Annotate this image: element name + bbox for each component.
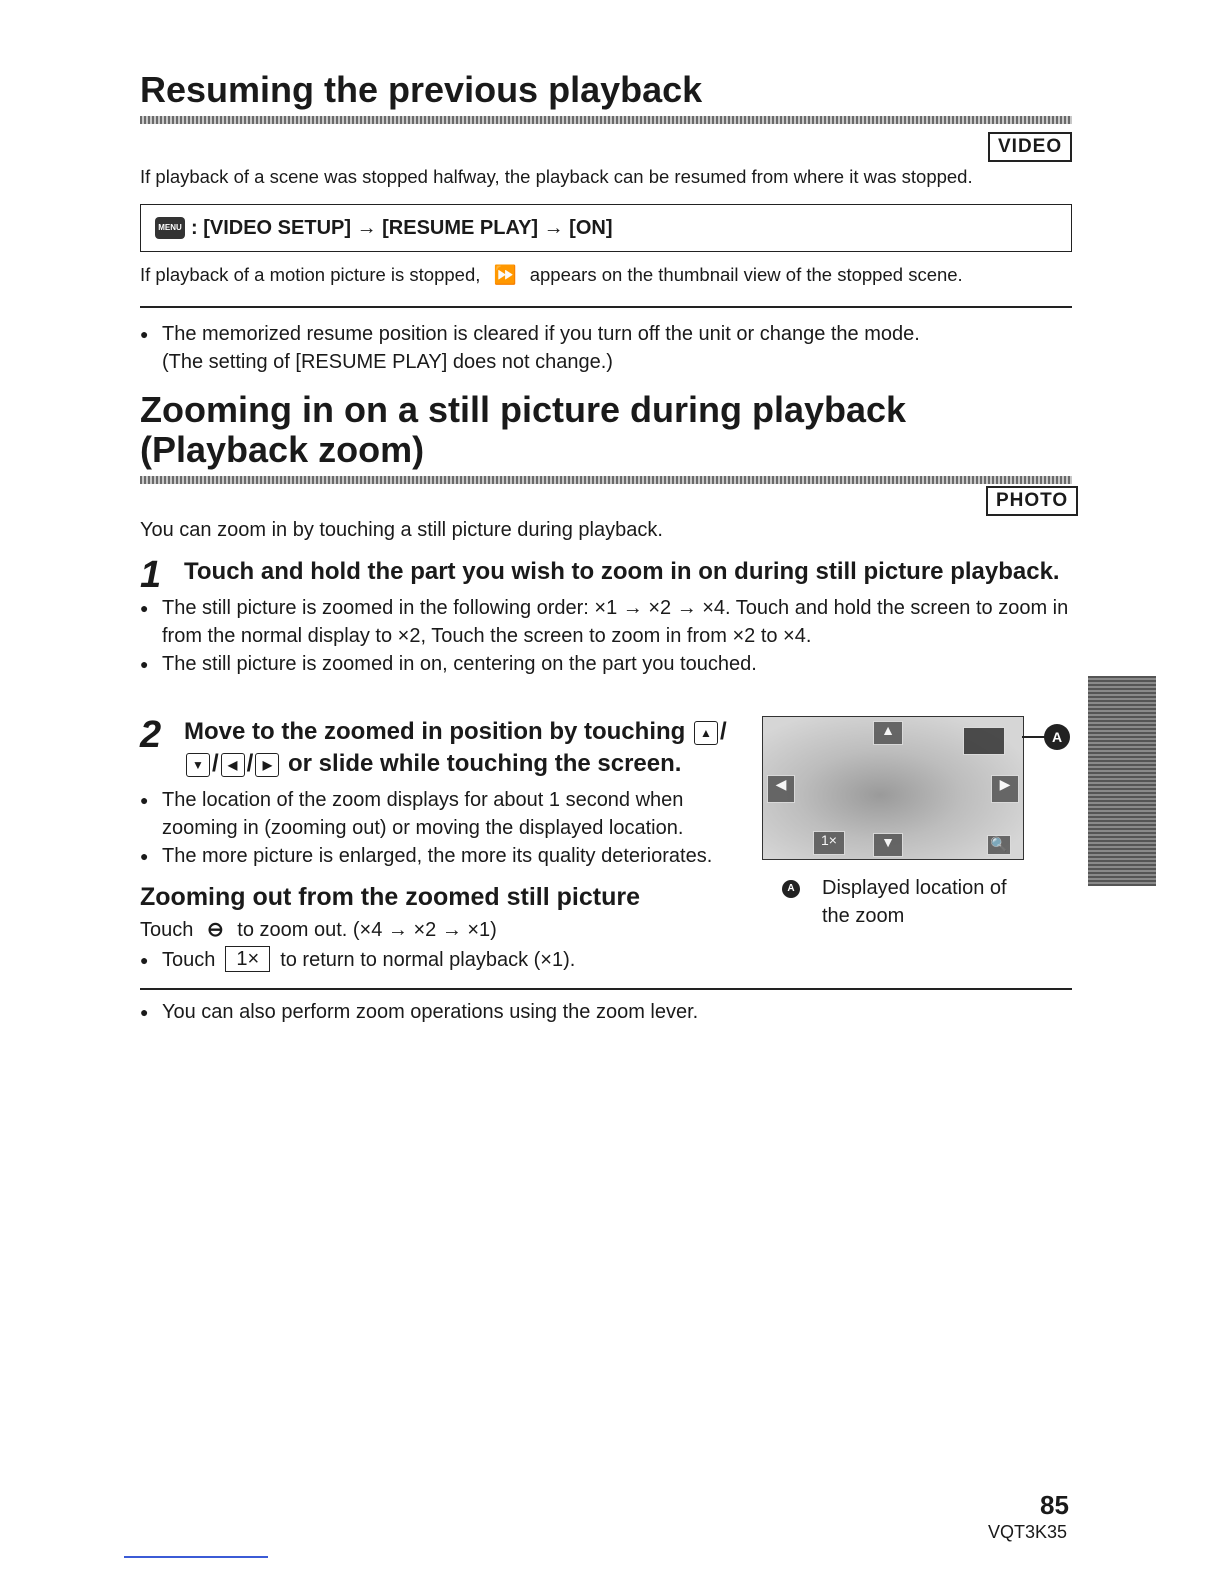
resume-intro: If playback of a scene was stopped halfway, the playback can be resumed from where it was stopped. bbox=[140, 166, 973, 187]
divider bbox=[140, 306, 1072, 308]
menu-path-box bbox=[140, 204, 1072, 252]
callout-marker: A bbox=[1044, 724, 1070, 750]
footer-link-line bbox=[124, 1556, 268, 1558]
down-arrow-icon: ▼ bbox=[186, 753, 210, 777]
zoom-out-line bbox=[140, 916, 497, 944]
bullet-dot: ● bbox=[140, 326, 149, 342]
photo-badge: PHOTO bbox=[986, 486, 1078, 516]
chapter-side-tab bbox=[1088, 676, 1156, 886]
bullet-dot: ● bbox=[140, 656, 149, 672]
bullet-dot: ● bbox=[140, 792, 149, 808]
bullet-text: The location of the zoom displays for about 1 second when zooming in (zooming out) or moving the displayed location. bbox=[162, 789, 684, 839]
bullet-dot: ● bbox=[140, 952, 149, 968]
up-arrow-icon: ▲ bbox=[694, 721, 718, 745]
final-bullet bbox=[140, 998, 698, 1026]
resume-icon: ⏩ bbox=[493, 264, 517, 285]
bullet-dot: ● bbox=[140, 600, 149, 616]
step-2-bullets bbox=[140, 786, 758, 870]
step-1 bbox=[140, 556, 1080, 594]
zoom-screen-illustration bbox=[762, 716, 1024, 860]
bullet-text: The memorized resume position is cleared if you turn off the unit or change the mode. bbox=[162, 323, 920, 345]
title-rule bbox=[140, 476, 1072, 484]
final-bullet-text: You can also perform zoom operations using the zoom lever. bbox=[162, 1001, 699, 1023]
bullet-text-cont: (The setting of [RESUME PLAY] does not change.) bbox=[162, 351, 613, 373]
bullet-dot: ● bbox=[140, 848, 149, 864]
zoom-out-heading: Zooming out from the zoomed still picture bbox=[140, 883, 640, 911]
title-rule bbox=[140, 116, 1072, 124]
menu-path-text: : [VIDEO SETUP] → [RESUME PLAY] → [ON] bbox=[191, 216, 613, 239]
one-x-button: 1× bbox=[813, 831, 845, 855]
section-title-resume: Resuming the previous playback bbox=[140, 69, 703, 110]
resume-bullet bbox=[140, 320, 1080, 376]
zoom-out-text: to zoom out. (×4 → ×2 → ×1) bbox=[237, 919, 497, 941]
step-2 bbox=[140, 716, 760, 780]
callout-marker-legend: A bbox=[782, 880, 800, 898]
resume-note-after: appears on the thumbnail view of the stopped scene. bbox=[529, 264, 963, 285]
doc-code: VQT3K35 bbox=[988, 1522, 1068, 1542]
down-arrow-icon: ▼ bbox=[873, 833, 903, 857]
zoom-out-bullet bbox=[140, 946, 575, 974]
callout-text-line2: the zoom bbox=[822, 905, 905, 927]
touch-text: Touch bbox=[162, 949, 216, 971]
zoom-intro: You can zoom in by touching a still picture during playback. bbox=[140, 519, 663, 541]
step-number: 2 bbox=[140, 714, 162, 756]
page-number: 85 bbox=[1040, 1490, 1069, 1520]
video-badge: VIDEO bbox=[988, 132, 1072, 162]
bullet-dot: ● bbox=[140, 1004, 149, 1020]
divider bbox=[140, 988, 1072, 990]
left-arrow-icon: ◀ bbox=[767, 775, 795, 803]
bullet-text: The still picture is zoomed in the following order: ×1 → ×2 → ×4. Touch and hold the screen to zoom in from the normal display to ×2, Touch the screen to zoom in from ×2 to ×4. bbox=[162, 597, 1069, 647]
return-text: to return to normal playback (×1). bbox=[280, 949, 576, 971]
callout-text-line1: Displayed location of bbox=[822, 877, 1007, 899]
up-arrow-icon: ▲ bbox=[873, 721, 903, 745]
zoom-out-icon: ⊖ bbox=[206, 919, 224, 941]
callout-text bbox=[822, 874, 1007, 930]
section-title-zoom-2: (Playback zoom) bbox=[140, 429, 425, 470]
step-number: 1 bbox=[140, 554, 162, 596]
left-arrow-icon: ◀ bbox=[221, 753, 245, 777]
step-2-text-a: Move to the zoomed in position by touching bbox=[184, 718, 686, 745]
bullet-text: The more picture is enlarged, the more its quality deteriorates. bbox=[162, 845, 713, 867]
zoom-out-touch: Touch bbox=[140, 919, 194, 941]
section-title-zoom-1: Zooming in on a still picture during playback bbox=[140, 389, 907, 430]
zoom-out-icon: 🔍 bbox=[987, 835, 1011, 855]
step-text: Touch and hold the part you wish to zoom in on during still picture playback. bbox=[184, 558, 1060, 585]
one-x-key: 1× bbox=[225, 946, 270, 972]
zoom-location-indicator bbox=[963, 727, 1005, 755]
step-1-bullets bbox=[140, 594, 1080, 678]
step-2-text-b: or slide while touching the screen. bbox=[288, 750, 682, 777]
right-arrow-icon: ▶ bbox=[991, 775, 1019, 803]
menu-icon: MENU bbox=[155, 217, 185, 239]
resume-note bbox=[140, 262, 1080, 288]
callout-line bbox=[1022, 736, 1046, 738]
right-arrow-icon: ▶ bbox=[255, 753, 279, 777]
bullet-text: The still picture is zoomed in on, centering on the part you touched. bbox=[162, 653, 757, 675]
step-text: Move to the zoomed in position by touching ▲ / ▼ / ◀ / ▶ or slide while touching the screen. bbox=[184, 718, 727, 777]
resume-note-before: If playback of a motion picture is stopped, bbox=[140, 264, 481, 285]
